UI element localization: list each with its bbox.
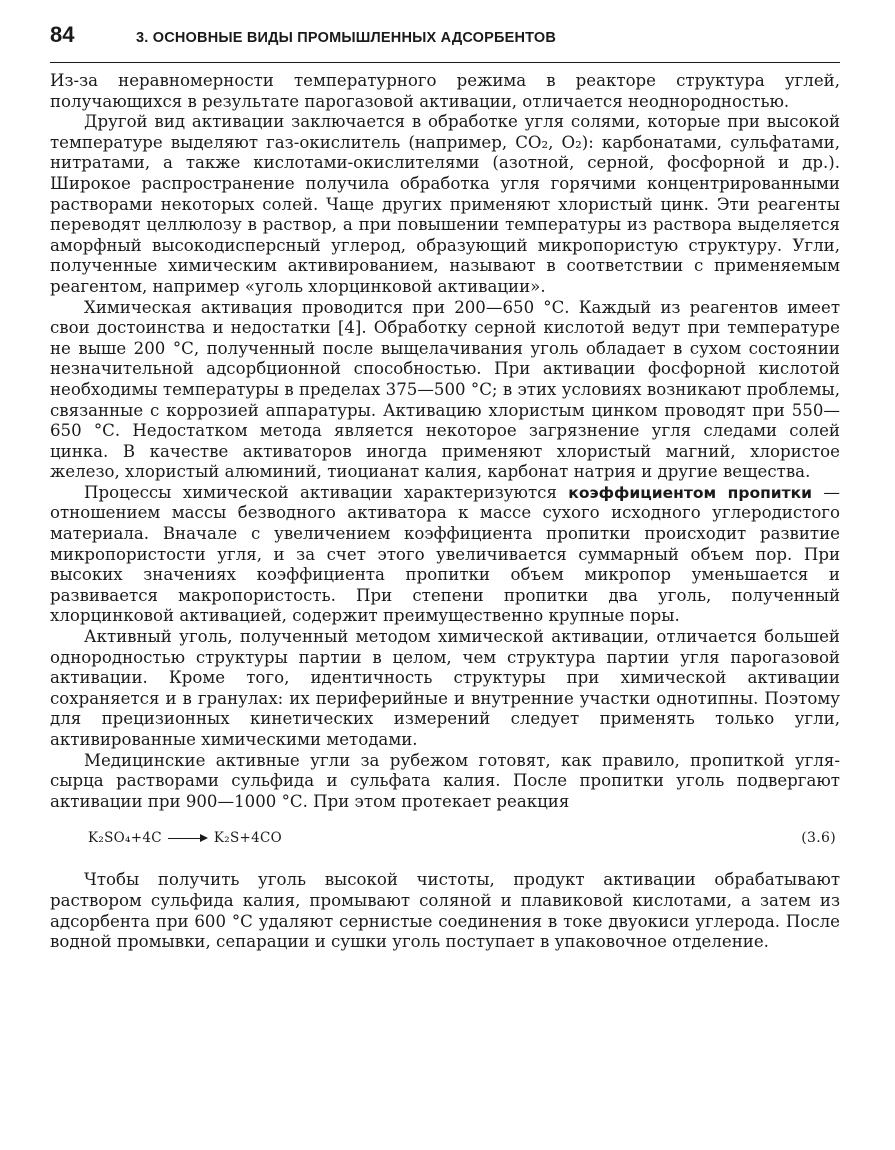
paragraph-1: Из-за неравномерности температурного режима в реакторе структура углей, получающихся в результате парогазовой активации, отличается неоднородностью.: [50, 71, 840, 111]
paragraph-3: Химическая активация проводится при 200—650 °С. Каждый из реагентов имеет свои достоинства и недостатки [4]. Обработку серной кислотой ведут при температуре не выше 200 °С, полученный после выщелачивания уголь обладает в сухом состоянии незначительной адсорбционной способностью. При активации фосфорной кислотой необходимы температуры в пределах 375—500 °С; в этих условиях возникают проблемы, связанные с коррозией аппаратуры. Активацию хлористым цинком проводят при 550—650 °С. Недостатком метода является некоторое загрязнение угля следами солей цинка. В качестве активаторов иногда применяют хлористый магний, хлористое железо, хлористый алюминий, тиоцианат калия, карбонат натрия и другие вещества.: [50, 297, 840, 482]
book-page: [50, 22, 840, 953]
page-number: 84: [50, 22, 75, 47]
paragraph-6: Медицинские активные угли за рубежом готовят, как правило, пропиткой угля-сырца растворами сульфида и сульфата калия. После пропитки уголь подвергают активации при 900—1000 °С. При этом протекает реакция: [50, 750, 840, 811]
equation-reactants: K₂SO₄+4C: [88, 830, 162, 847]
term-impregnation-coefficient: коэффициентом пропитки: [568, 483, 813, 502]
paragraph-7: Чтобы получить уголь высокой чистоты, продукт активации обрабатывают раствором сульфида калия, промывают соляной и плавиковой кислотами, а затем из адсорбента при 600 °С удаляют сернистые соединения в токе двуокиси углерода. После водной промывки, сепарации и сушки уголь поступает в упаковочное отделение.: [50, 870, 840, 952]
paragraph-4: [50, 483, 840, 627]
running-head: 3. ОСНОВНЫЕ ВИДЫ ПРОМЫШЛЕННЫХ АДСОРБЕНТОВ: [136, 30, 557, 46]
paragraph-5: Активный уголь, полученный методом химической активации, отличается большей однородностью структуры партии в целом, чем структура партии угля парогазовой активации. Кроме того, идентичность структуры при химической активации сохраняется и в гранулах: их периферийные и внутренние участки однотипны. Поэтому для прецизионных кинетических измерений следует применять только угли, активированные химическими методами.: [50, 627, 840, 749]
paragraph-4-rest: — отношением массы безводного активатора к массе сухого исходного углеродистого материала. Вначале с увеличением коэффициента пропитки происходит развитие микропористости угля, и за счет этого увеличивается суммарный объем пор. При высоких значениях коэффициента пропитки объем микропор уменьшается и развивается макропористость. При степени пропитки два уголь, полученный хлорцинковой активацией, содержит преимущественно крупные поры.: [50, 482, 840, 626]
equation-3-6: [50, 830, 840, 846]
reaction-arrow-icon: [168, 833, 208, 843]
equation-number: (3.6): [801, 830, 836, 847]
page-header: [50, 22, 840, 60]
paragraph-4-lead: Процессы химической активации характеризуются: [84, 482, 569, 502]
equation-products: K₂S+4CO: [213, 830, 283, 847]
paragraph-2: Другой вид активации заключается в обработке угля солями, которые при высокой температуре выделяют газ-окислитель (например, CO₂, O₂): карбонатами, сульфатами, нитратами, а также кислотами-окислителями (азотной, серной, фосфорной и др.). Широкое распространение получила обработка угля горячими концентрированными растворами некоторых солей. Чаще других применяют хлористый цинк. Эти реагенты переводят целлюлозу в раствор, а при повышении температуры из раствора выделяется аморфный высокодисперсный углерод, образующий микропористую структуру. Угли, полученные химическим активированием, называют в соответствии с применяемым реагентом, например «уголь хлорцинковой активации».: [50, 112, 840, 296]
header-rule: [50, 62, 840, 63]
equation-body: [88, 830, 282, 846]
